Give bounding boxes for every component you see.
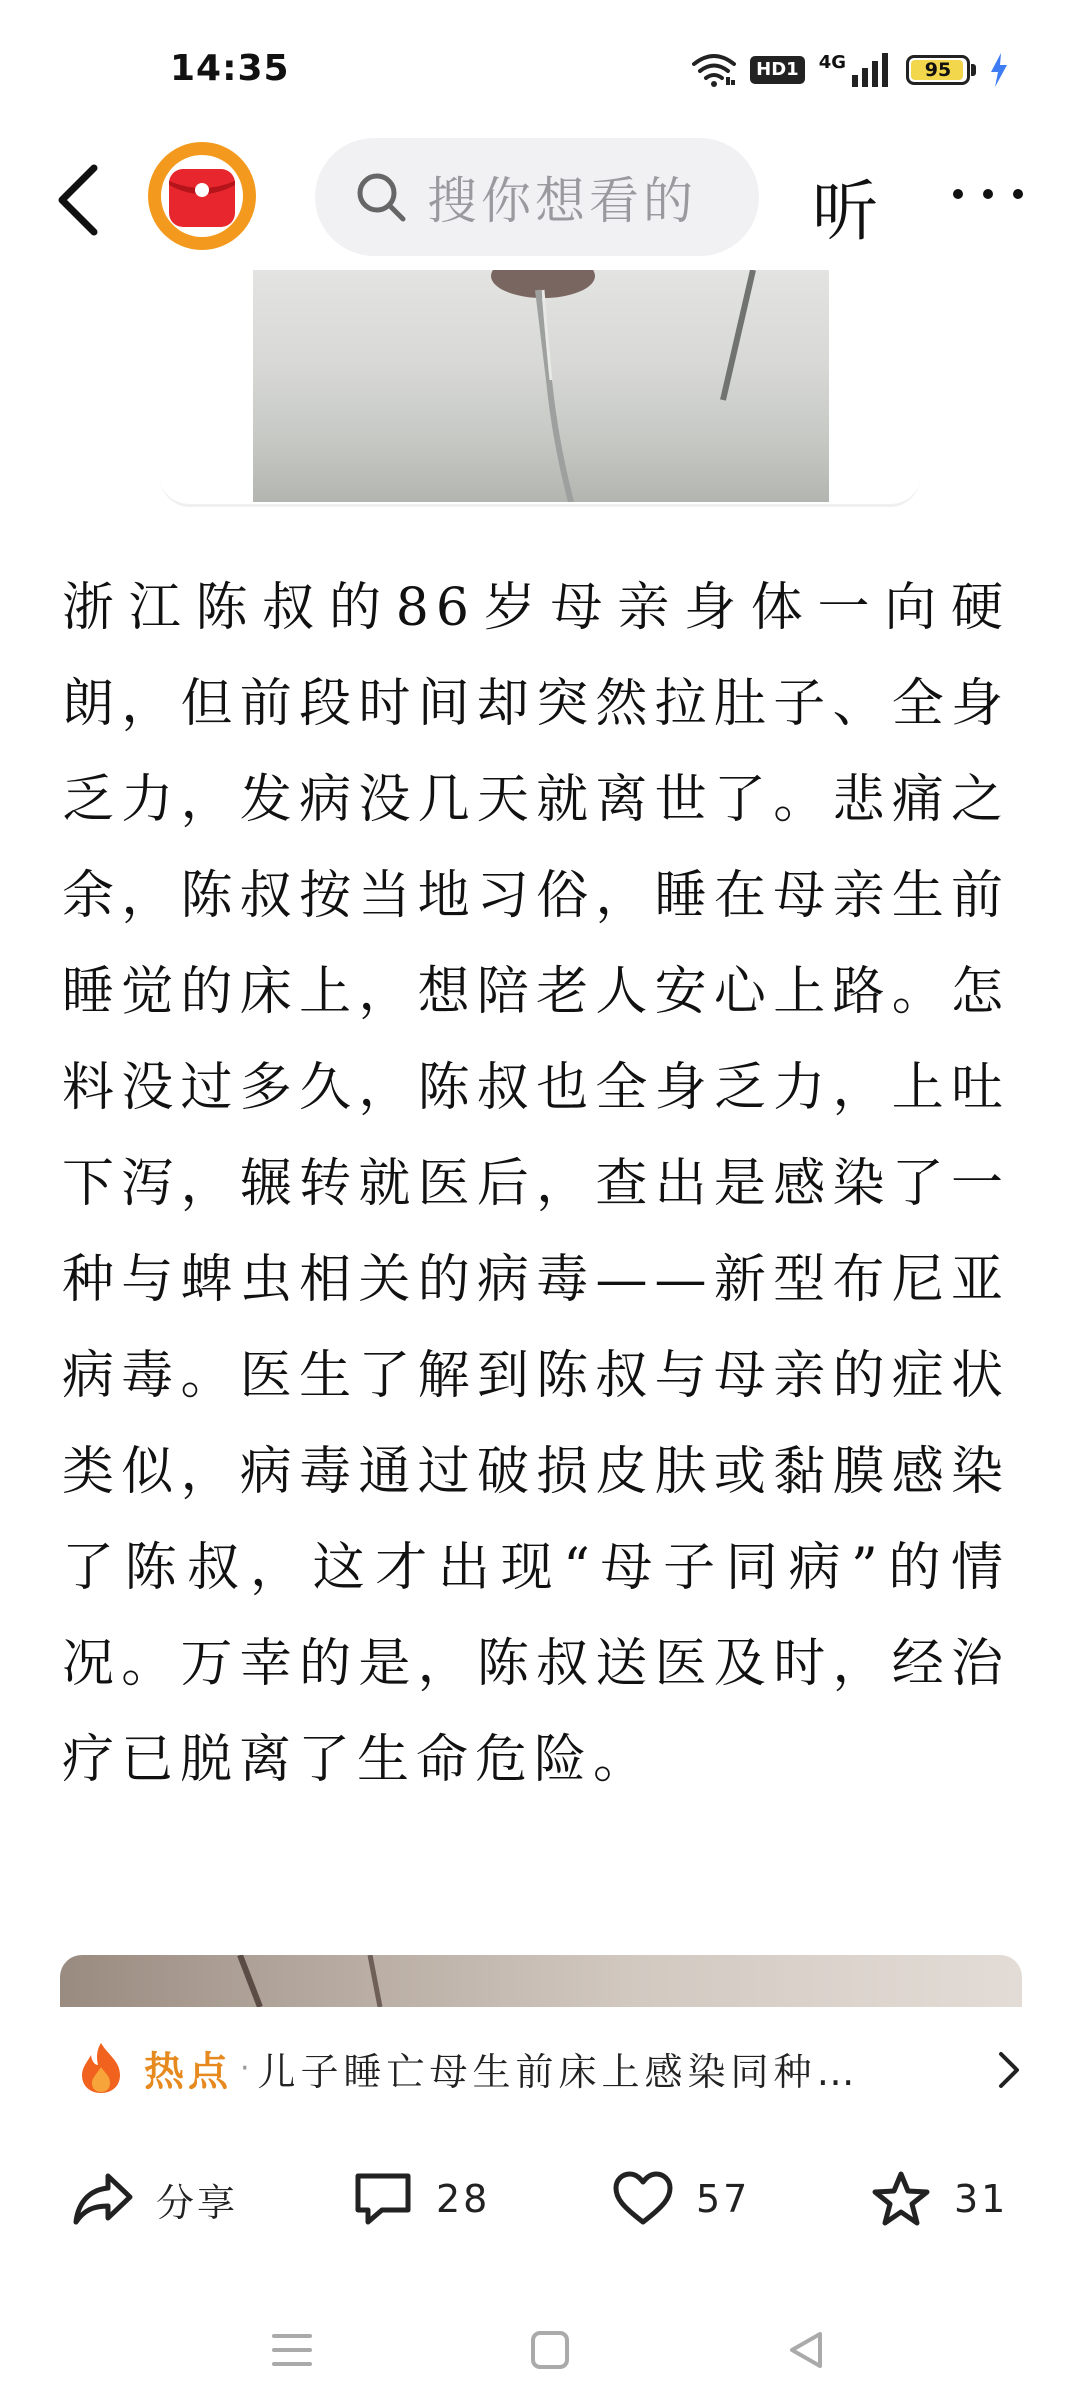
comment-icon	[352, 2170, 414, 2228]
flame-icon	[78, 2041, 124, 2095]
more-button[interactable]	[948, 174, 1028, 214]
article-image-bottom[interactable]	[60, 1955, 1022, 2007]
share-icon	[72, 2170, 134, 2228]
wifi-icon	[692, 53, 736, 87]
article-body: 浙江陈叔的86岁母亲身体一向硬朗，但前段时间却突然拉肚子、全身乏力，发病没几天就离世了。悲痛之余，陈叔按当地习俗，睡在母亲生前睡觉的床上，想陪老人安心上路。怎料没过多久，陈叔也全身乏力，上吐下泻，辗转就医后，查出是感染了一种与蜱虫相关的病毒——新型布尼亚病毒。医生了解到陈叔与母亲的症状类似，病毒通过破损皮肤或黏膜感染了陈叔，这才出现“母子同病”的情况。万幸的是，陈叔送医及时，经治疗已脱离了生命危险。	[62, 578, 1010, 1790]
article-image-content	[253, 270, 829, 502]
channel-logo-icon	[167, 163, 237, 229]
battery-level: 95	[924, 59, 952, 81]
hot-topic-bar[interactable]	[0, 2008, 1080, 2128]
comment-button[interactable]	[352, 2170, 490, 2228]
favorite-count: 31	[954, 2177, 1009, 2221]
favorite-button[interactable]	[870, 2170, 1008, 2228]
action-bar	[0, 2150, 1080, 2250]
back-icon	[50, 160, 110, 240]
hot-topic-text: 儿子睡亡母生前床上感染同种…	[257, 2049, 860, 2094]
like-button[interactable]	[612, 2170, 750, 2228]
share-button[interactable]	[72, 2170, 238, 2228]
nav-back-triangle-icon	[786, 2330, 826, 2370]
share-label: 分享	[156, 2180, 239, 2225]
signal-icon	[852, 53, 892, 87]
hd-icon: HD1	[750, 56, 805, 84]
app-header	[0, 130, 1080, 270]
channel-logo-inner	[161, 155, 243, 237]
like-count: 57	[696, 2177, 751, 2221]
article-image-bottom-content	[60, 1955, 1022, 2007]
back-button[interactable]	[50, 160, 110, 240]
hot-topic-separator: ·	[240, 2050, 250, 2086]
system-nav-bar	[0, 2300, 1080, 2400]
article-image-top[interactable]	[253, 270, 829, 502]
nav-back-button[interactable]	[786, 2330, 826, 2374]
heart-icon	[612, 2170, 674, 2228]
battery-tip	[971, 64, 976, 76]
status-bar	[0, 0, 1080, 130]
star-icon	[870, 2170, 932, 2228]
chevron-right-icon	[996, 2050, 1022, 2090]
network-type: 4G	[818, 52, 846, 73]
listen-button[interactable]: 听	[812, 173, 878, 250]
home-square-icon	[530, 2330, 570, 2370]
status-time: 14:35	[170, 48, 290, 89]
menu-icon	[272, 2330, 312, 2370]
battery-icon	[906, 55, 970, 85]
search-input[interactable]	[315, 138, 759, 256]
charging-icon	[990, 53, 1008, 87]
channel-logo[interactable]	[148, 142, 256, 250]
hot-topic-label: 热点	[144, 2048, 232, 2095]
more-icon	[948, 174, 1028, 214]
nav-home-button[interactable]	[530, 2330, 570, 2374]
search-placeholder: 搜你想看的	[427, 172, 697, 230]
nav-menu-button[interactable]	[272, 2330, 312, 2374]
search-icon	[353, 169, 409, 225]
status-icons	[692, 50, 1008, 90]
comment-count: 28	[436, 2177, 491, 2221]
